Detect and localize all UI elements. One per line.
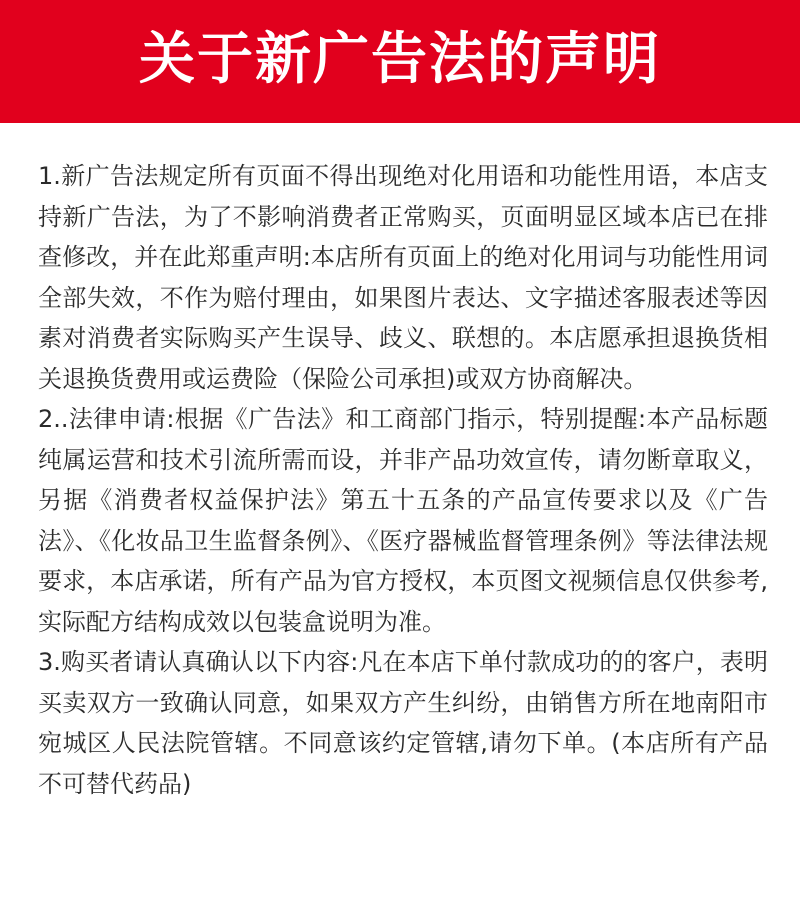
statement-paragraph-3: 3.购买者请认真确认以下内容:凡在本店下单付款成功的的客户，表明买卖双方一致确认同意，如果双方产生纠纷，由销售方所在地南阳市宛城区人民法院管辖。不同意该约定管辖,请勿下单。(本店所有产品不可替代药品) xyxy=(38,648,768,798)
statement-paragraph-1: 1.新广告法规定所有页面不得出现绝对化用语和功能性用语，本店支持新广告法，为了不影响消费者正常购买，页面明显区域本店已在排查修改，并在此郑重声明:本店所有页面上的绝对化用词与功能性用词全部失效，不作为赔付理由，如果图片表达、文字描述客服表述等因素对消费者实际购买产生误导、歧义、联想的。本店愿承担退换货相关退换货费用或运费险（保险公司承担)或双方协商解决。 xyxy=(38,162,768,393)
statement-paragraph-2: 2..法律申请:根据《广告法》和工商部门指示，特别提醒:本产品标题纯属运营和技术引流所需而设，并非产品功效宣传，请勿断章取义，另据《消费者权益保护法》第五十五条的产品宣传要求以及《广告法》、《化妆品卫生监督条例》、《医疗器械监督管理条例》等法律法规要求，本店承诺，所有产品为官方授权，本页图文视频信息仅供参考,实际配方结构成效以包装盒说明为准。 xyxy=(38,405,768,636)
page-title: 关于新广告法的声明 xyxy=(139,26,661,92)
statement-body xyxy=(0,123,800,804)
header-banner xyxy=(0,0,800,123)
